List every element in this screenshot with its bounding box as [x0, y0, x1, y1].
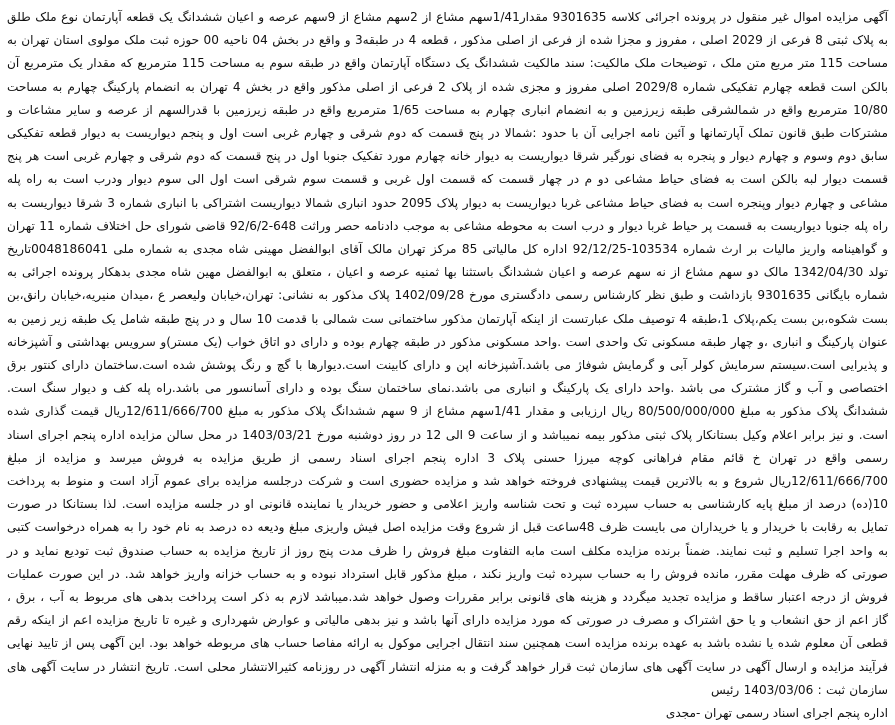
- notice-body-text: آگهی مزایده اموال غیر منقول در پرونده اجرائی کلاسه 9301635 مقدار1/41سهم مشاع از 2سهم مشاع از 9سهم عرصه و اعیان ششدانگ یک قطعه آپارتمان نوع ملک طلق به پلاک ثبتی 8 فرعی از 2029 اصلی ، مفروز و مجزا شده از فرعی از اصلی مذکور ، قطعه 4 در طبقه3 و واقع در بخش 04 ناحیه 00 حوزه ثبت ملک مولوی استان تهران به مساحت 115 متر مربع متن ملک ، توضیحات ملک مالکیت: سند مالکیت ششدانگ یک دستگاه آپارتمان واقع در طبقه سوم به مساحت 115 مترمربع که مقدار یک مترمربع آن بالکن است قطعه چهارم تفکیکی شماره 2029/8 اصلی مفروز و مجزی شده از پلاک 2 فرعی از اصلی مذکور واقع در بخش 4 تهران به انضمام پارکینگ چهارم به مساحت 10/80 مترمربع واقع در شمالشرقی طبقه زیرزمین و به انضمام انباری چهارم به مساحت 1/65 مترمربع واقع در طبقه زیرزمین با قدرالسهم از عرصه و سایر مشاعات و مشترکات طبق قانون تملک آپارتمانها و آئین نامه اجرایی آن با حدود :شمالا در پنج قسمت که دوم شرقی و چهارم غربی است اول و پنجم دیواریست به دیوار قطعه تفکیکی سابق دوم وسوم و چهارم دیوار و پنجره به فضای نورگیر شرقا دیواریست به دیوار خانه چهارم مورد تفکیک جنوبا اول در پنج قسمت که دوم شرقی و چهارم غربی است هر پنج قسمت دیوار لبه بالکن است به فضای حیاط مشاعی دو م در چهار قسمت که قسمت اول غربی و قسمت سوم شرقی است اول الی سوم دیوار ودرب است به راه پله مشاعی و چهارم دیوار وپنجره است به فضای حیاط مشاعی غربا دیواریست به دیوار پلاک 2095 حدود انباری شمالا دیواریست اشتراکی با انباری شماره 3 شرقا دیواریست به راه پله جنوبا دیواریست به قسمت پر حیاط غربا دیوار و درب است به محوطه مشاعی به موجب دادنامه حصر وراثت 648-92/6/2 قاضی شورای حل اختلاف شماره 11 تهران و گواهینامه واریز مالیات بر ارث شماره 103534-92/12/25 اداره کل مالیاتی 85 مرکز تهران مالک آقای ابوالفضل مهینی شاه مجدی به شماره ملی 0048186041تاریخ تولد 1342/04/30 مالک دو سهم مشاع از نه سهم عرصه و اعیان ششدانگ باستثنا بها ثمنیه عرصه و اعیان ، متعلق به ابوالفضل مهین شاه مجدی بدهکار پرونده اجرائی به شماره بایگانی 9301635 بازداشت و طبق نظر کارشناس رسمی دادگستری مورخ 1402/09/28 پلاک مذکور به نشانی: تهران،خیابان ولیعصر ع ،میدان منیریه،خیابان رانق،بن بست شکوه،بن بست یکم،پلاک 1،طبقه 4 توصیف ملک عبارتست از اینکه آپارتمان مذکور ساختمانی ست شمالی با قدمت 10 سال و در پنج طبقه شامل یک طبقه زیر زمین به عنوان پارکینگ و انباری ،و چهار طبقه مسکونی تک واحدی است .واحد مسکونی مذکور در طبقه چهارم بوده و دارای دو اتاق خواب (یک مستر)و سرویس بهداشتی و آشپزخانه و پذیرایی است.سیستم سرمایش کولر آبی و گرمایش شوفاژ می باشد.آشپزخانه اپن و دارای کابینت است.دیوارها با گچ و رنگ پوشش شده است.ساختمان دارای کنتور برق اختصاصی و آب و گاز مشترک می باشد .واحد دارای یک پارکینگ و انباری می باشد.نمای ساختمان سنگ بوده و دارای آسانسور می باشد.راه پله کف و دیوار سنگ است. ششدانگ پلاک مذکور به مبلغ 80/500/000/000 ریال ارزیابی و مقدار 1/41سهم مشاع از 9 سهم ششدانگ پلاک مذکور به مبلغ 12/611/666/700ریال قیمت گذاری شده است. و نیز برابر اعلام وکیل بستانکار پلاک ثبتی مذکور بیمه نمیباشد و از ساعت 9 الی 12 در روز دوشنبه مورخ 1403/03/21 در محل سالن مزایده اداره پنجم اجرای اسناد رسمی واقع در تهران خ قائم مقام فراهانی کوچه میرزا حسنی پلاک 3 اداره پنجم اجرای اسناد رسمی از طریق مزایده به فروش میرسد و مزایده از مبلغ 12/611/666/700ریال شروع و به بالاترین قیمت پیشنهادی فروخته خواهد شد و مزایده حضوری است و شرکت درجلسه مزایده برای عموم آزاد است و منوط به پرداخت 10(ده) درصد از مبلغ پایه کارشناسی به حساب سپرده ثبت و تحت شناسه واریز اعلامی و حضور خریدار یا نماینده قانونی او در جلسه مزایده است. لذا بستانکا در صورت تمایل به رقابت با خریدار و یا خریداران می بایست ظرف 48ساعت قبل از شروع وقت مزایده اصل فیش واریزی مبلغ ودیعه ده درصد به نام خود را به همراه درخواست کتبی به واحد اجرا تسلیم و ثبت نمایند. ضمناً برنده مزایده مکلف است مابه التفاوت مبلغ فروش را ظرف مدت پنج روز از تاریخ مزایده به حساب صندوق ثبت تودیع نماید و در صورتی که ظرف مهلت مقرر، مانده فروش را به حساب سپرده ثبت واریز نکند ، مبلغ مذکور قابل استرداد نبوده و به حساب خزانه واریز خواهد شد. در این صورت عملیات فروش از درجه اعتبار ساقط و مزایده تجدید میگردد و هزینه های قانونی برابر مقررات وصول خواهد شد.میباشد لازم به ذکر است پرداخت بدهی های مربوط به آب ، برق ، گاز اعم از حق انشعاب و یا حق اشتراک و مصرف در صورتی که مورد مزایده دارای آنها باشد و نیز بدهی مالیاتی و عوارض شهرداری و غیره تا تاریخ مزایده اعم از اینکه رقم قطعی آن معلوم شده یا نشده باشد به عهده برنده مزایده است همچنین سند انتقال اجرایی موکول به ارائه مفاصا حساب های مربوطه خواهد بود. این آگهی پس از تایید نهایی فرآیند مزایده و ارسال آگهی در سایت آگهی های سازمان ثبت قرار خواهد گرفت و به منزله انتشار آگهی در روزنامه کثیرالانتشار محلی است. تاریخ انتشار در سایت آگهی های سازمان ثبت : 1403/03/06 رئیس: [7, 10, 889, 697]
- notice-signature: اداره پنجم اجرای اسناد رسمی تهران -مجدی: [665, 706, 888, 721]
